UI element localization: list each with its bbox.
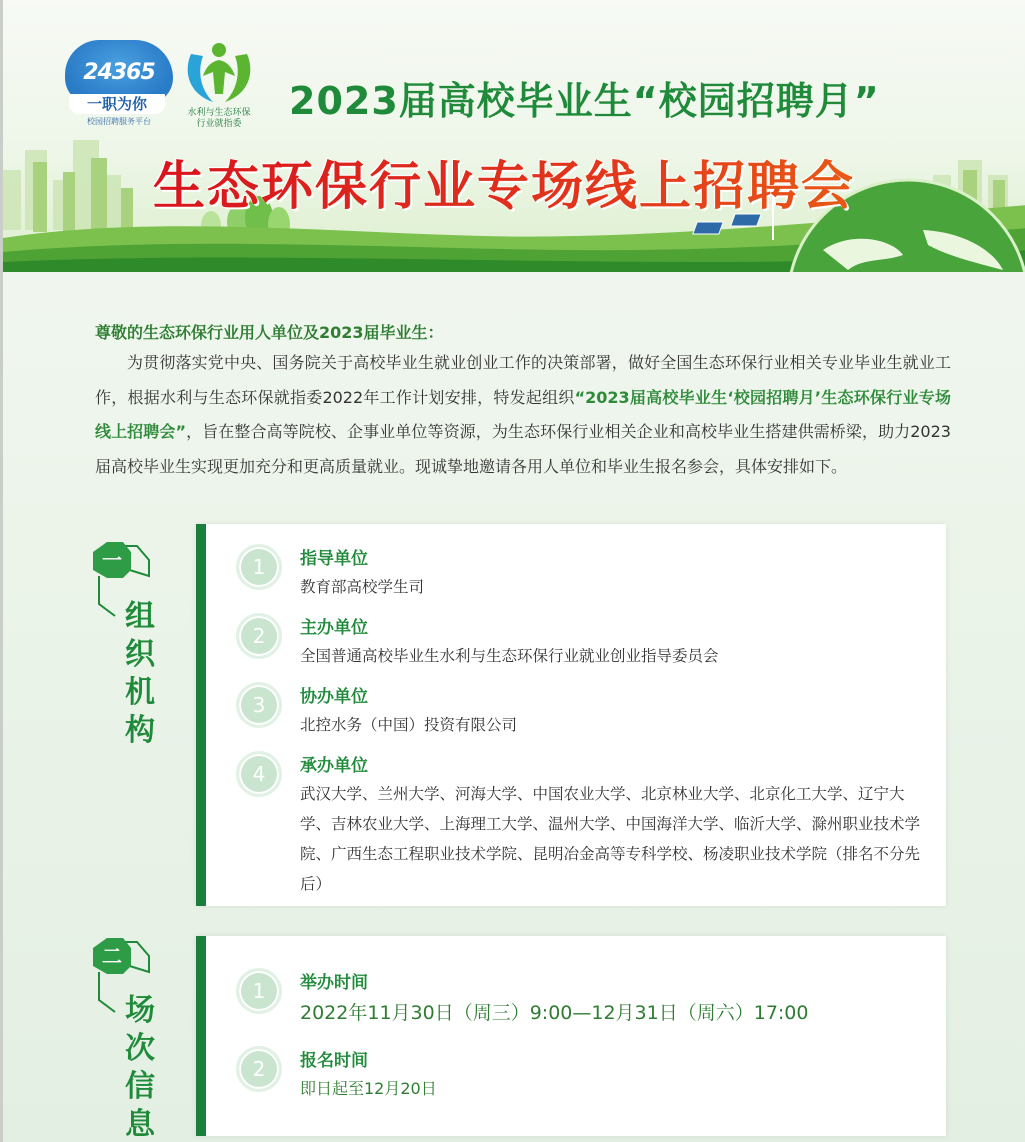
item-value: 全国普通高校毕业生水利与生态环保行业就业创业指导委员会	[300, 647, 719, 665]
banner-title-line1: 2023届高校毕业生“校园招聘月”	[289, 79, 880, 123]
number-circle	[236, 613, 282, 659]
section-tag-session	[87, 936, 167, 1142]
item-label: 承办单位	[300, 756, 368, 776]
section-title-char: 次	[125, 1031, 155, 1066]
number-circle	[236, 682, 282, 728]
section-number: 二	[102, 944, 122, 968]
number-circle	[236, 968, 282, 1014]
logo-number: 24365	[83, 60, 155, 85]
item-value: 教育部高校学生司	[300, 578, 425, 596]
org-item-co-organizer	[236, 682, 926, 742]
intro-text-part1: 为贯彻落实党中央、国务院关于高校毕业生就业创业工作的决策部署，做好全国生态环保行业相关专业毕业生就业工作，根据水利与生态环保就指委2022年工作计划安排，特发起组织	[95, 353, 951, 407]
item-index: 2	[252, 624, 266, 648]
platform-24365-logo	[65, 40, 173, 128]
org-item-undertaker	[236, 751, 926, 901]
logo-slogan: 一职为你	[69, 94, 165, 114]
item-label: 报名时间	[300, 1051, 368, 1071]
item-value: 即日起至12月20日	[300, 1079, 437, 1098]
org-item-host	[236, 613, 926, 673]
item-index: 4	[252, 762, 266, 786]
item-index: 1	[252, 555, 266, 579]
item-label: 举办时间	[300, 973, 368, 993]
number-circle	[236, 544, 282, 590]
session-card	[196, 936, 946, 1136]
greeting: 尊敬的生态环保行业用人单位及2023届毕业生：	[95, 323, 444, 342]
item-index: 3	[252, 693, 266, 717]
section-title-char: 信	[125, 1069, 155, 1104]
item-label: 指导单位	[300, 549, 368, 569]
number-circle	[236, 751, 282, 797]
intro-paragraph	[95, 346, 951, 484]
card-accent-bar	[196, 524, 206, 906]
committee-caption	[173, 108, 265, 130]
logo-subtitle: 校园招聘服务平台	[87, 117, 151, 126]
item-value: 北控水务（中国）投资有限公司	[300, 716, 518, 734]
item-index: 1	[252, 979, 266, 1003]
session-item-event-time	[236, 968, 926, 1038]
item-index: 2	[252, 1057, 266, 1081]
section-title-char: 构	[125, 713, 155, 748]
item-value: 武汉大学、兰州大学、河海大学、中国农业大学、北京林业大学、北京化工大学、辽宁大学、吉林农业大学、上海理工大学、温州大学、中国海洋大学、临沂大学、滁州职业技术学院、广西生态工程职业技术学院、昆明冶金高等专科学校、杨凌职业技术学院（排名不分先后）	[300, 785, 921, 893]
person-leaf-icon	[179, 32, 259, 108]
org-item-guidance	[236, 544, 926, 604]
section-title	[123, 992, 157, 1142]
section-title	[123, 598, 157, 750]
committee-caption-line1: 水利与生态环保	[187, 108, 251, 118]
session-item-registration-time	[236, 1046, 926, 1116]
section-title-char: 机	[125, 675, 155, 710]
organization-card	[196, 524, 946, 906]
intro-event-name: “2023届高校毕业生‘校园招聘月’生态环保行业专场线上招聘会”	[95, 387, 951, 441]
item-label: 协办单位	[300, 687, 368, 707]
section-tag-organization	[87, 540, 167, 748]
banner-title-line2: 生态环保行业专场线上招聘会	[153, 144, 1013, 219]
intro-text-part2: ，旨在整合高等院校、企事业单位等资源，为生态环保行业相关企业和高校毕业生搭建供需桥梁，助力2023届高校毕业生实现更加充分和更高质量就业。现诚挚地邀请各用人单位和毕业生报名参会，具体安排如下。	[95, 422, 951, 476]
item-value: 2022年11月30日（周三）9:00—12月31日（周六）17:00	[300, 1002, 809, 1024]
section-title-char: 织	[125, 637, 155, 672]
committee-logo	[179, 32, 259, 130]
number-circle	[236, 1046, 282, 1092]
committee-caption-line2: 行业就指委	[196, 119, 242, 129]
header-banner	[3, 0, 1025, 272]
section-title-char: 场	[125, 993, 155, 1028]
section-number: 一	[102, 548, 122, 572]
section-title-char: 息	[125, 1107, 155, 1142]
item-label: 主办单位	[300, 618, 368, 638]
card-accent-bar	[196, 936, 206, 1136]
section-title-char: 组	[125, 599, 155, 634]
